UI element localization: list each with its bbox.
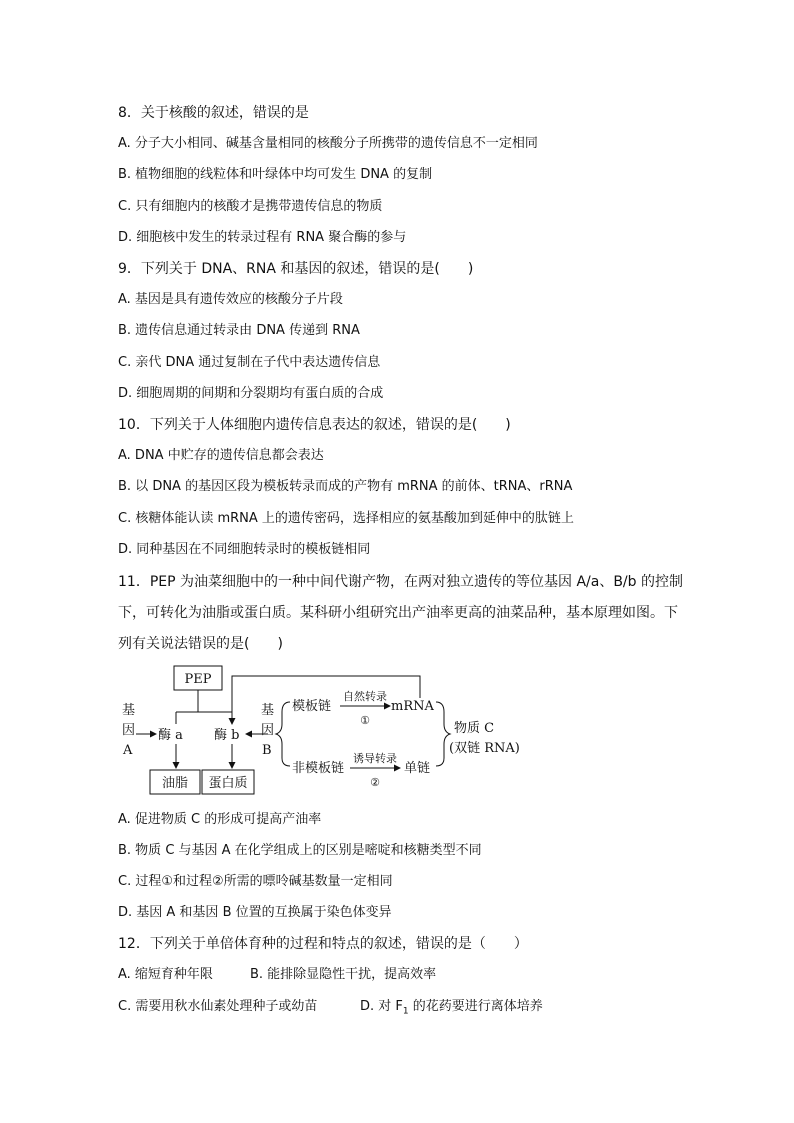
q12-option-d — [360, 998, 543, 1021]
metabolic-pathway-diagram — [118, 662, 538, 802]
q9-option-c: C. 亲代 DNA 通过复制在子代中表达遗传信息 — [118, 355, 381, 370]
substance-c-brace — [436, 702, 450, 766]
q12-option-d-prefix: D. 对 F — [360, 999, 403, 1014]
oil-label: 油脂 — [161, 776, 189, 791]
template-strand-label: 模板链 — [292, 699, 332, 714]
step-1-label: ① — [360, 714, 370, 727]
q9-option-a: A. 基因是具有遗传效应的核酸分子片段 — [118, 292, 343, 307]
q12-option-b: B. 能排除显隐性干扰，提高效率 — [250, 967, 437, 982]
q8-option-c: C. 只有细胞内的核酸才是携带遗传信息的物质 — [118, 199, 383, 214]
pep-label: PEP — [184, 672, 212, 687]
non-template-strand-label: 非模板链 — [292, 761, 345, 776]
natural-transcription-label: 自然转录 — [343, 690, 387, 703]
q12-option-d-subscript: 1 — [402, 1006, 409, 1017]
q11-option-a: A. 促进物质 C 的形成可提高产油率 — [118, 812, 322, 827]
q9-option-d: D. 细胞周期的间期和分裂期均有蛋白质的合成 — [118, 386, 384, 401]
q10-stem: 10．下列关于人体细胞内遗传信息表达的叙述，错误的是( ) — [118, 417, 511, 433]
enzyme-b-label: 酶 b — [214, 728, 240, 743]
q12-option-d-suffix: 的花药要进行离体培养 — [408, 999, 543, 1014]
q8-option-d: D. 细胞核中发生的转录过程有 RNA 聚合酶的参与 — [118, 230, 407, 245]
gene-a-char3: A — [123, 743, 133, 758]
q10-option-d: D. 同种基因在不同细胞转录时的模板链相同 — [118, 542, 371, 557]
gene-a-char1: 基 — [122, 703, 136, 718]
q8-option-b: B. 植物细胞的线粒体和叶绿体中均可发生 DNA 的复制 — [118, 167, 433, 182]
single-strand-label: 单链 — [404, 761, 431, 776]
q8-option-a: A. 分子大小相同、碱基含量相同的核酸分子所携带的遗传信息不一定相同 — [118, 136, 538, 151]
q10-option-c: C. 核糖体能认读 mRNA 上的遗传密码，选择相应的氨基酸加到延伸中的肽链上 — [118, 511, 574, 526]
gene-b-char1: 基 — [261, 703, 275, 718]
q12-option-c: C. 需要用秋水仙素处理种子或幼苗 — [118, 999, 318, 1014]
enzyme-a-label: 酶 a — [158, 728, 183, 743]
gene-b-char2: 因 — [261, 723, 275, 738]
q10-option-b: B. 以 DNA 的基因区段为模板转录而成的产物有 mRNA 的前体、tRNA、rRNA — [118, 479, 573, 494]
q12-stem: 12．下列关于单倍体育种的过程和特点的叙述，错误的是（ ） — [118, 936, 528, 952]
q11-stem-line1: 11．PEP 为油菜细胞中的一种中间代谢产物，在两对独立遗传的等位基因 A/a、B/b 的控制 — [118, 574, 683, 590]
q9-stem: 9．下列关于 DNA、RNA 和基因的叙述，错误的是( ) — [118, 261, 474, 277]
gene-b-char3: B — [262, 743, 272, 758]
double-rna-label: (双链 RNA) — [449, 741, 520, 756]
q11-option-b: B. 物质 C 与基因 A 在化学组成上的区别是嘧啶和核糖类型不同 — [118, 843, 482, 858]
q10-option-a: A. DNA 中贮存的遗传信息都会表达 — [118, 448, 324, 463]
gene-a-char2: 因 — [122, 723, 136, 738]
q8-stem: 8．关于核酸的叙述，错误的是 — [118, 105, 309, 121]
q11-option-c: C. 过程①和过程②所需的嘌呤碱基数量一定相同 — [118, 874, 393, 889]
q11-stem-line2: 下，可转化为油脂或蛋白质。某科研小组研究出产油率更高的油菜品种，基本原理如图。下 — [118, 605, 678, 621]
substance-c-label: 物质 C — [454, 721, 495, 736]
induced-transcription-label: 诱导转录 — [353, 752, 397, 765]
protein-label: 蛋白质 — [208, 776, 248, 791]
step-2-label: ② — [370, 776, 380, 789]
q12-option-a: A. 缩短育种年限 — [118, 967, 213, 982]
gene-b-brace — [276, 702, 290, 766]
q11-option-d: D. 基因 A 和基因 B 位置的互换属于染色体变异 — [118, 905, 392, 920]
mrna-label: mRNA — [391, 699, 434, 714]
q11-stem-line3: 列有关说法错误的是( ) — [118, 636, 283, 652]
q9-option-b: B. 遗传信息通过转录由 DNA 传递到 RNA — [118, 323, 360, 338]
